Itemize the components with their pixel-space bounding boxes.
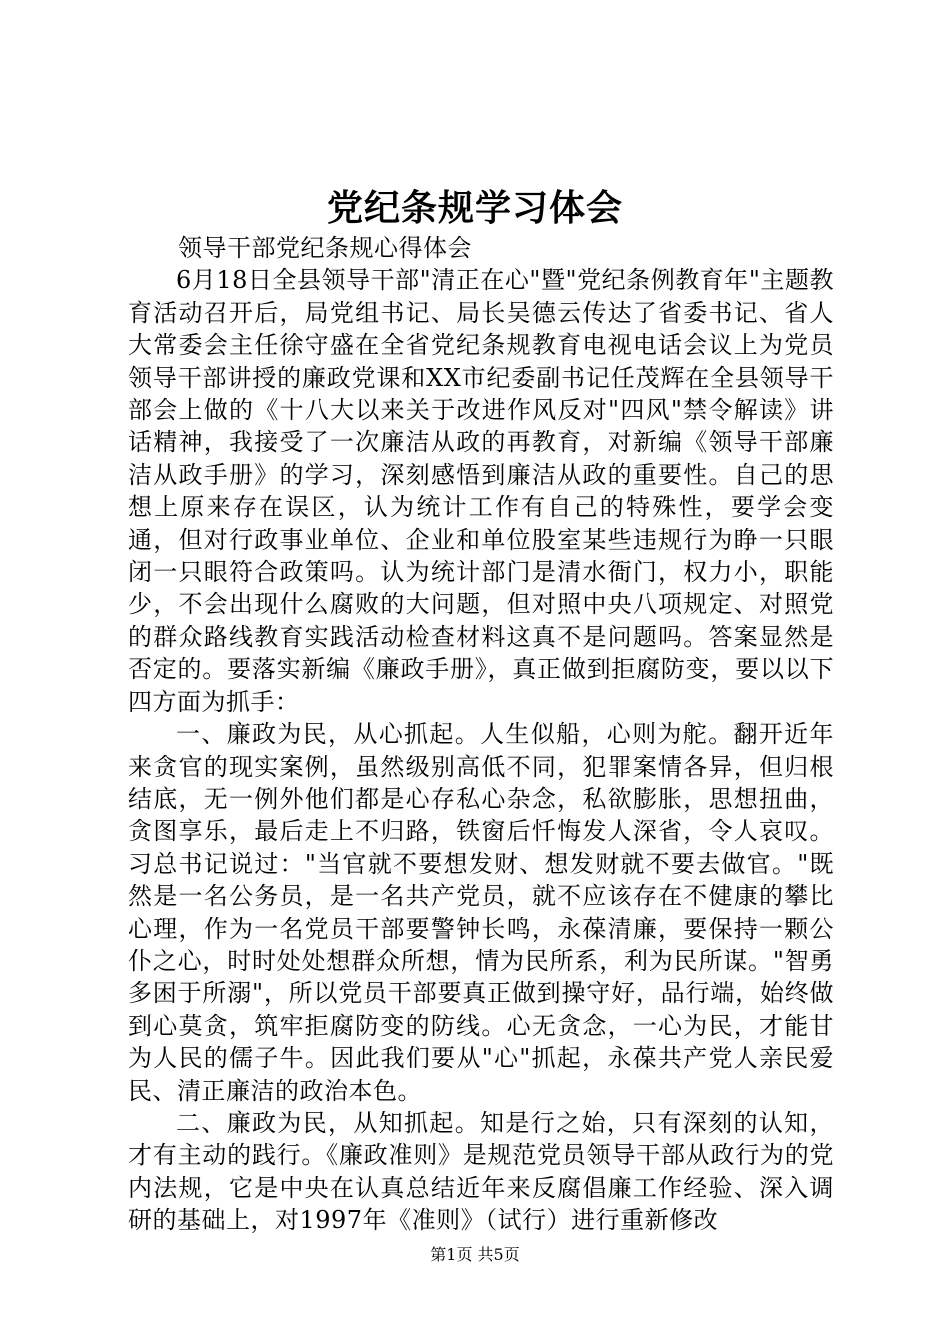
document-subtitle: 领导干部党纪条规心得体会 [178,234,472,262]
document-body [128,232,834,1237]
paragraph-point-one: 一、廉政为民，从心抓起。人生似船，心则为舵。翻开近年来贪官的现实案例，虽然级别高低不同，犯罪案情各异，但归根结底，无一例外他们都是心存私心杂念，私欲膨胀，思想扭曲，贪图享乐，最后走上不归路，铁窗后忏悔发人深省，令人哀叹。习总书记说过："当官就不要想发财、想发财就不要去做官。"既然是一名公务员，是一名共产党员，就不应该存在不健康的攀比心理，作为一名党员干部要警钟长鸣，永葆清廉，要保持一颗公仆之心，时时处处想群众所想，情为民所系，利为民所谋。"智勇多困于所溺"，所以党员干部要真正做到操守好，品行端，始终做到心莫贪，筑牢拒腐防变的防线。心无贪念，一心为民，才能甘为人民的儒子牛。因此我们要从"心"抓起，永葆共产党人亲民爱民、清正廉洁的政治本色。 [128,720,834,1105]
paragraph-point-two: 二、廉政为民，从知抓起。知是行之始，只有深刻的认知，才有主动的践行。《廉政准则》是规范党员领导干部从政行为的党内法规，它是中央在认真总结近年来反腐倡廉工作经验、深入调研的基础上，对1997年《准则》（试行）进行重新修改 [128,1108,834,1235]
document-title: 党纪条规学习体会 [326,187,623,229]
paragraph-intro: 6月18日全县领导干部"清正在心"暨"党纪条例教育年"主题教育活动召开后，局党组书记、局长吴德云传达了省委书记、省人大常委会主任徐守盛在全省党纪条规教育电视电话会议上为党员领导干部讲授的廉政党课和XX市纪委副书记任茂辉在全县领导干部会上做的《十八大以来关于改进作风反对"四风"禁令解读》讲话精神，我接受了一次廉洁从政的再教育，对新编《领导干部廉洁从政手册》的学习，深刻感悟到廉洁从政的重要性。自己的思想上原来存在误区，认为统计工作有自己的特殊性，要学会变通，但对行政事业单位、企业和单位股室某些违规行为睁一只眼闭一只眼符合政策吗。认为统计部门是清水衙门，权力小，职能少，不会出现什么腐败的大问题，但对照中央八项规定、对照党的群众路线教育实践活动检查材料这真不是问题吗。答案显然是否定的。要落实新编《廉政手册》，真正做到拒腐防变，要以以下四方面为抓手： [128,266,834,716]
page-footer: 第1页 共5页 [430,1245,520,1264]
